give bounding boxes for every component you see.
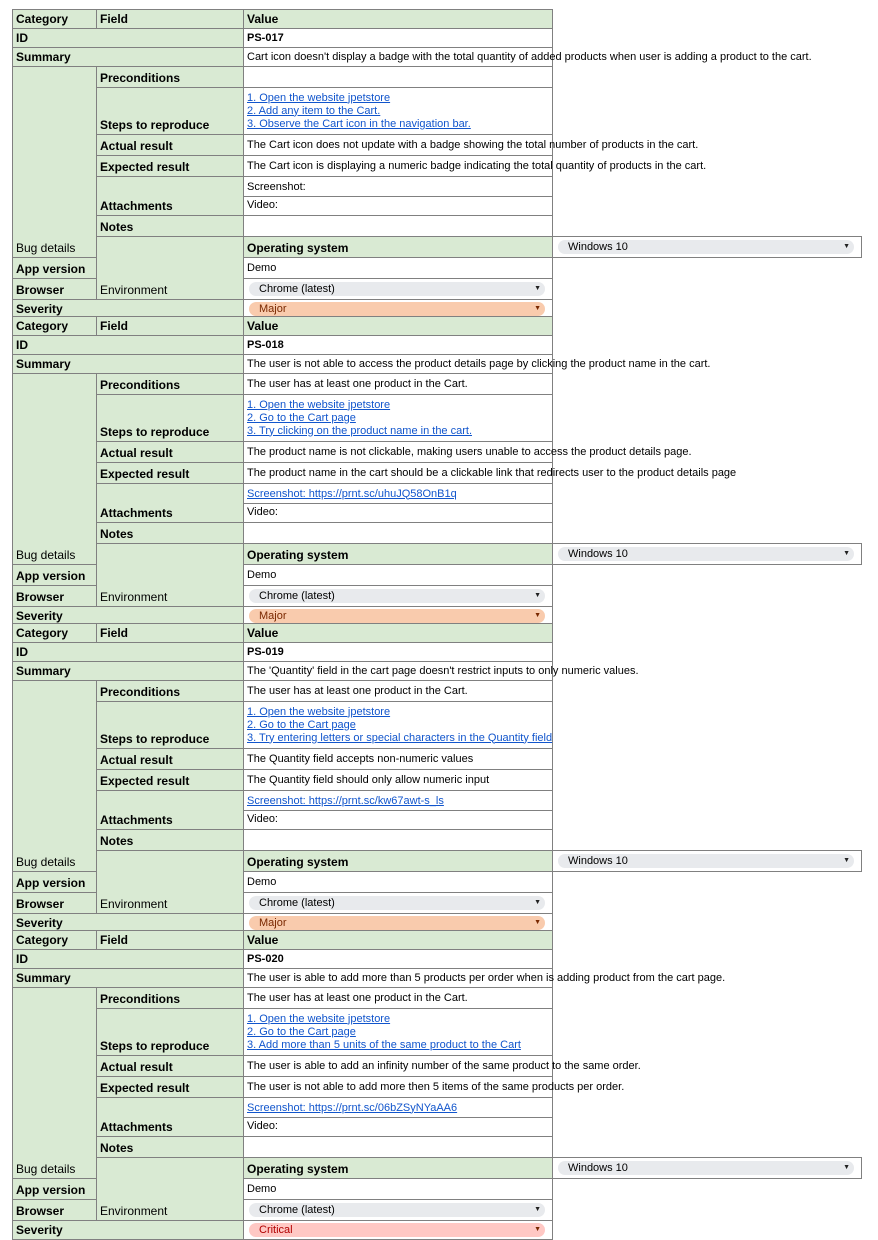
step-link[interactable]: 1. Open the website jpetstore bbox=[247, 705, 391, 718]
expected-result-label: Expected result bbox=[97, 1077, 244, 1098]
environment-category: Environment bbox=[97, 544, 244, 607]
id-label: ID bbox=[13, 336, 244, 355]
actual-result-row bbox=[13, 749, 862, 770]
app-version-value[interactable]: Demo bbox=[244, 872, 553, 893]
expected-result-label: Expected result bbox=[97, 156, 244, 177]
id-row bbox=[13, 336, 862, 355]
chevron-down-icon: ▼ bbox=[534, 899, 541, 906]
browser-label: Browser bbox=[13, 586, 97, 607]
attachments-row bbox=[13, 484, 862, 523]
bug-id-value[interactable]: PS-018 bbox=[244, 336, 553, 355]
actual-result-label: Actual result bbox=[97, 442, 244, 463]
os-dropdown[interactable] bbox=[558, 547, 854, 561]
severity-value: Critical bbox=[259, 1223, 293, 1236]
video-attachment[interactable]: Video: bbox=[247, 812, 278, 825]
header-field: Field bbox=[97, 10, 244, 29]
preconditions-row bbox=[13, 374, 862, 395]
severity-label: Severity bbox=[13, 1221, 244, 1240]
os-dropdown-cell bbox=[553, 851, 862, 872]
video-attachment[interactable]: Video: bbox=[247, 198, 278, 211]
os-label: Operating system bbox=[244, 1158, 553, 1179]
expected-result-row bbox=[13, 770, 862, 791]
notes-value[interactable] bbox=[244, 216, 553, 237]
step-link[interactable]: 2. Go to the Cart page bbox=[247, 411, 356, 424]
browser-dropdown[interactable] bbox=[249, 896, 545, 910]
chevron-down-icon: ▼ bbox=[534, 1226, 541, 1233]
app-version-label: App version bbox=[13, 565, 97, 586]
preconditions-value[interactable]: The user has at least one product in the Cart. bbox=[244, 374, 553, 395]
expected-result-value[interactable]: The product name in the cart should be a clickable link that redirects user to the product details page bbox=[244, 463, 553, 484]
summary-value[interactable]: The user is not able to access the product details page by clicking the product name in the cart. bbox=[244, 355, 553, 374]
actual-result-value[interactable]: The user is able to add an infinity number of the same product to the same order. bbox=[244, 1056, 553, 1077]
preconditions-label: Preconditions bbox=[97, 374, 244, 395]
attachments-label: Attachments bbox=[97, 177, 244, 216]
os-dropdown-cell bbox=[553, 1158, 862, 1179]
severity-dropdown[interactable] bbox=[249, 302, 545, 316]
summary-row bbox=[13, 969, 862, 988]
steps-value[interactable] bbox=[244, 702, 553, 749]
bug-report-table bbox=[12, 930, 862, 1240]
os-dropdown[interactable] bbox=[558, 854, 854, 868]
environment-category: Environment bbox=[97, 237, 244, 300]
id-label: ID bbox=[13, 950, 244, 969]
preconditions-value[interactable] bbox=[244, 67, 553, 88]
app-version-value[interactable]: Demo bbox=[244, 1179, 553, 1200]
step-link[interactable]: 2. Go to the Cart page bbox=[247, 718, 356, 731]
steps-row bbox=[13, 395, 862, 442]
steps-row bbox=[13, 1009, 862, 1056]
os-dropdown-cell bbox=[553, 544, 862, 565]
environment-category: Environment bbox=[97, 851, 244, 914]
bug-details-category: Bug details bbox=[13, 681, 97, 872]
summary-row bbox=[13, 662, 862, 681]
header-value: Value bbox=[244, 624, 553, 643]
expected-result-row bbox=[13, 463, 862, 484]
attachments-value[interactable] bbox=[244, 791, 553, 830]
id-label: ID bbox=[13, 29, 244, 48]
steps-value[interactable] bbox=[244, 1009, 553, 1056]
steps-label: Steps to reproduce bbox=[97, 88, 244, 135]
bug-id-value[interactable]: PS-020 bbox=[244, 950, 553, 969]
app-version-label: App version bbox=[13, 258, 97, 279]
step-link[interactable]: 3. Try clicking on the product name in the cart. bbox=[247, 424, 473, 437]
summary-label: Summary bbox=[13, 48, 244, 67]
screenshot-link[interactable]: Screenshot: https://prnt.sc/06bZSyNYaAA6 bbox=[247, 1101, 458, 1114]
summary-value[interactable]: The user is able to add more than 5 products per order when is adding product from the cart page. bbox=[244, 969, 553, 988]
browser-dropdown[interactable] bbox=[249, 282, 545, 296]
step-link[interactable]: 1. Open the website jpetstore bbox=[247, 398, 391, 411]
attachments-label: Attachments bbox=[97, 484, 244, 523]
screenshot-attachment[interactable] bbox=[244, 793, 552, 811]
browser-value: Chrome (latest) bbox=[259, 282, 335, 295]
id-row bbox=[13, 643, 862, 662]
notes-label: Notes bbox=[97, 523, 244, 544]
screenshot-attachment[interactable]: Screenshot: bbox=[244, 179, 552, 197]
chevron-down-icon: ▼ bbox=[534, 1206, 541, 1213]
actual-result-row bbox=[13, 1056, 862, 1077]
chevron-down-icon: ▼ bbox=[843, 243, 850, 250]
actual-result-label: Actual result bbox=[97, 135, 244, 156]
attachments-row bbox=[13, 177, 862, 216]
steps-label: Steps to reproduce bbox=[97, 702, 244, 749]
severity-value: Major bbox=[259, 609, 287, 622]
bug-details-category: Bug details bbox=[13, 67, 97, 258]
attachments-label: Attachments bbox=[97, 791, 244, 830]
preconditions-row bbox=[13, 681, 862, 702]
header-row bbox=[13, 10, 862, 29]
chevron-down-icon: ▼ bbox=[534, 592, 541, 599]
bug-id-value[interactable]: PS-017 bbox=[244, 29, 553, 48]
app-version-label: App version bbox=[13, 1179, 97, 1200]
preconditions-label: Preconditions bbox=[97, 681, 244, 702]
id-label: ID bbox=[13, 643, 244, 662]
video-attachment[interactable]: Video: bbox=[247, 505, 278, 518]
severity-label: Severity bbox=[13, 607, 244, 626]
expected-result-label: Expected result bbox=[97, 770, 244, 791]
browser-dropdown-cell bbox=[244, 893, 553, 914]
screenshot-attachment[interactable] bbox=[244, 1100, 552, 1118]
attachments-row bbox=[13, 1098, 862, 1137]
preconditions-label: Preconditions bbox=[97, 988, 244, 1009]
actual-result-value[interactable]: The Cart icon does not update with a badge showing the total number of products in the cart. bbox=[244, 135, 553, 156]
steps-row bbox=[13, 88, 862, 135]
os-dropdown[interactable] bbox=[558, 1161, 854, 1175]
app-version-value[interactable]: Demo bbox=[244, 258, 553, 279]
severity-value: Major bbox=[259, 916, 287, 929]
header-row bbox=[13, 624, 862, 643]
summary-row bbox=[13, 48, 862, 67]
severity-dropdown[interactable] bbox=[249, 916, 545, 930]
browser-value: Chrome (latest) bbox=[259, 1203, 335, 1216]
os-row bbox=[13, 851, 862, 872]
bug-details-category: Bug details bbox=[13, 374, 97, 565]
expected-result-row bbox=[13, 1077, 862, 1098]
steps-row bbox=[13, 702, 862, 749]
severity-label: Severity bbox=[13, 914, 244, 933]
preconditions-value[interactable]: The user has at least one product in the Cart. bbox=[244, 988, 553, 1009]
expected-result-row bbox=[13, 156, 862, 177]
notes-value[interactable] bbox=[244, 1137, 553, 1158]
expected-result-value[interactable]: The Quantity field should only allow numeric input bbox=[244, 770, 553, 791]
bug-report-table bbox=[12, 9, 862, 319]
actual-result-value[interactable]: The product name is not clickable, making users unable to access the product details page. bbox=[244, 442, 553, 463]
attachments-value[interactable] bbox=[244, 1098, 553, 1137]
id-row bbox=[13, 950, 862, 969]
browser-label: Browser bbox=[13, 1200, 97, 1221]
summary-value[interactable]: The 'Quantity' field in the cart page doesn't restrict inputs to only numeric values. bbox=[244, 662, 553, 681]
attachments-value[interactable] bbox=[244, 484, 553, 523]
summary-row bbox=[13, 355, 862, 374]
os-value: Windows 10 bbox=[568, 1161, 628, 1174]
actual-result-label: Actual result bbox=[97, 1056, 244, 1077]
header-field: Field bbox=[97, 317, 244, 336]
browser-dropdown[interactable] bbox=[249, 589, 545, 603]
header-category: Category bbox=[13, 10, 97, 29]
os-value: Windows 10 bbox=[568, 240, 628, 253]
preconditions-value[interactable]: The user has at least one product in the Cart. bbox=[244, 681, 553, 702]
notes-label: Notes bbox=[97, 1137, 244, 1158]
actual-result-label: Actual result bbox=[97, 749, 244, 770]
expected-result-value[interactable]: The Cart icon is displaying a numeric badge indicating the total quantity of products in the cart. bbox=[244, 156, 553, 177]
step-link[interactable]: 1. Open the website jpetstore bbox=[247, 1012, 391, 1025]
preconditions-label: Preconditions bbox=[97, 67, 244, 88]
screenshot-link[interactable]: Screenshot: https://prnt.sc/kw67awt-s_ls bbox=[247, 794, 444, 807]
header-field: Field bbox=[97, 931, 244, 950]
os-label: Operating system bbox=[244, 851, 553, 872]
notes-row bbox=[13, 1137, 862, 1158]
bug-report-table bbox=[12, 623, 862, 933]
os-value: Windows 10 bbox=[568, 547, 628, 560]
notes-row bbox=[13, 523, 862, 544]
browser-dropdown-cell bbox=[244, 279, 553, 300]
header-value: Value bbox=[244, 10, 553, 29]
environment-category: Environment bbox=[97, 1158, 244, 1221]
chevron-down-icon: ▼ bbox=[534, 919, 541, 926]
severity-dropdown-cell bbox=[244, 1221, 553, 1240]
chevron-down-icon: ▼ bbox=[534, 612, 541, 619]
bug-details-category: Bug details bbox=[13, 988, 97, 1179]
summary-label: Summary bbox=[13, 355, 244, 374]
notes-value[interactable] bbox=[244, 523, 553, 544]
severity-row bbox=[13, 1221, 862, 1240]
preconditions-row bbox=[13, 988, 862, 1009]
header-category: Category bbox=[13, 624, 97, 643]
bug-id-value[interactable]: PS-019 bbox=[244, 643, 553, 662]
browser-label: Browser bbox=[13, 893, 97, 914]
severity-dropdown[interactable] bbox=[249, 1223, 545, 1237]
app-version-value[interactable]: Demo bbox=[244, 565, 553, 586]
chevron-down-icon: ▼ bbox=[534, 285, 541, 292]
summary-label: Summary bbox=[13, 969, 244, 988]
attachments-label: Attachments bbox=[97, 1098, 244, 1137]
step-link[interactable]: 2. Go to the Cart page bbox=[247, 1025, 356, 1038]
browser-label: Browser bbox=[13, 279, 97, 300]
browser-value: Chrome (latest) bbox=[259, 589, 335, 602]
chevron-down-icon: ▼ bbox=[843, 550, 850, 557]
os-row bbox=[13, 1158, 862, 1179]
notes-value[interactable] bbox=[244, 830, 553, 851]
os-row bbox=[13, 544, 862, 565]
app-version-label: App version bbox=[13, 872, 97, 893]
screenshot-attachment[interactable] bbox=[244, 486, 552, 504]
actual-result-row bbox=[13, 442, 862, 463]
browser-value: Chrome (latest) bbox=[259, 896, 335, 909]
severity-label: Severity bbox=[13, 300, 244, 319]
bug-report-table bbox=[12, 316, 862, 626]
steps-label: Steps to reproduce bbox=[97, 1009, 244, 1056]
notes-label: Notes bbox=[97, 830, 244, 851]
os-dropdown[interactable] bbox=[558, 240, 854, 254]
browser-dropdown-cell bbox=[244, 586, 553, 607]
severity-value: Major bbox=[259, 302, 287, 315]
os-row bbox=[13, 237, 862, 258]
step-link[interactable]: 3. Try entering letters or special characters in the Quantity field bbox=[247, 731, 553, 744]
attachments-value[interactable] bbox=[244, 177, 553, 216]
severity-dropdown[interactable] bbox=[249, 609, 545, 623]
os-label: Operating system bbox=[244, 544, 553, 565]
header-value: Value bbox=[244, 931, 553, 950]
header-category: Category bbox=[13, 931, 97, 950]
summary-value[interactable]: Cart icon doesn't display a badge with the total quantity of added products when user is adding a product to the cart. bbox=[244, 48, 553, 67]
actual-result-value[interactable]: The Quantity field accepts non-numeric values bbox=[244, 749, 553, 770]
header-value: Value bbox=[244, 317, 553, 336]
video-attachment[interactable]: Video: bbox=[247, 1119, 278, 1132]
header-category: Category bbox=[13, 317, 97, 336]
step-link[interactable]: 3. Add more than 5 units of the same product to the Cart bbox=[247, 1038, 521, 1051]
notes-row bbox=[13, 216, 862, 237]
chevron-down-icon: ▼ bbox=[534, 305, 541, 312]
chevron-down-icon: ▼ bbox=[843, 857, 850, 864]
expected-result-value[interactable]: The user is not able to add more then 5 items of the same products per order. bbox=[244, 1077, 553, 1098]
actual-result-row bbox=[13, 135, 862, 156]
step-link[interactable]: 1. Open the website jpetstore bbox=[247, 91, 391, 104]
browser-dropdown[interactable] bbox=[249, 1203, 545, 1217]
steps-value[interactable] bbox=[244, 88, 553, 135]
browser-dropdown-cell bbox=[244, 1200, 553, 1221]
attachments-row bbox=[13, 791, 862, 830]
header-field: Field bbox=[97, 624, 244, 643]
step-link[interactable]: 3. Observe the Cart icon in the navigation bar. bbox=[247, 117, 471, 130]
os-dropdown-cell bbox=[553, 237, 862, 258]
header-row bbox=[13, 317, 862, 336]
step-link[interactable]: 2. Add any item to the Cart. bbox=[247, 104, 381, 117]
id-row bbox=[13, 29, 862, 48]
os-value: Windows 10 bbox=[568, 854, 628, 867]
screenshot-link[interactable]: Screenshot: https://prnt.sc/uhuJQ58OnB1q bbox=[247, 487, 457, 500]
steps-value[interactable] bbox=[244, 395, 553, 442]
os-label: Operating system bbox=[244, 237, 553, 258]
summary-label: Summary bbox=[13, 662, 244, 681]
expected-result-label: Expected result bbox=[97, 463, 244, 484]
header-row bbox=[13, 931, 862, 950]
preconditions-row bbox=[13, 67, 862, 88]
notes-row bbox=[13, 830, 862, 851]
steps-label: Steps to reproduce bbox=[97, 395, 244, 442]
chevron-down-icon: ▼ bbox=[843, 1164, 850, 1171]
notes-label: Notes bbox=[97, 216, 244, 237]
